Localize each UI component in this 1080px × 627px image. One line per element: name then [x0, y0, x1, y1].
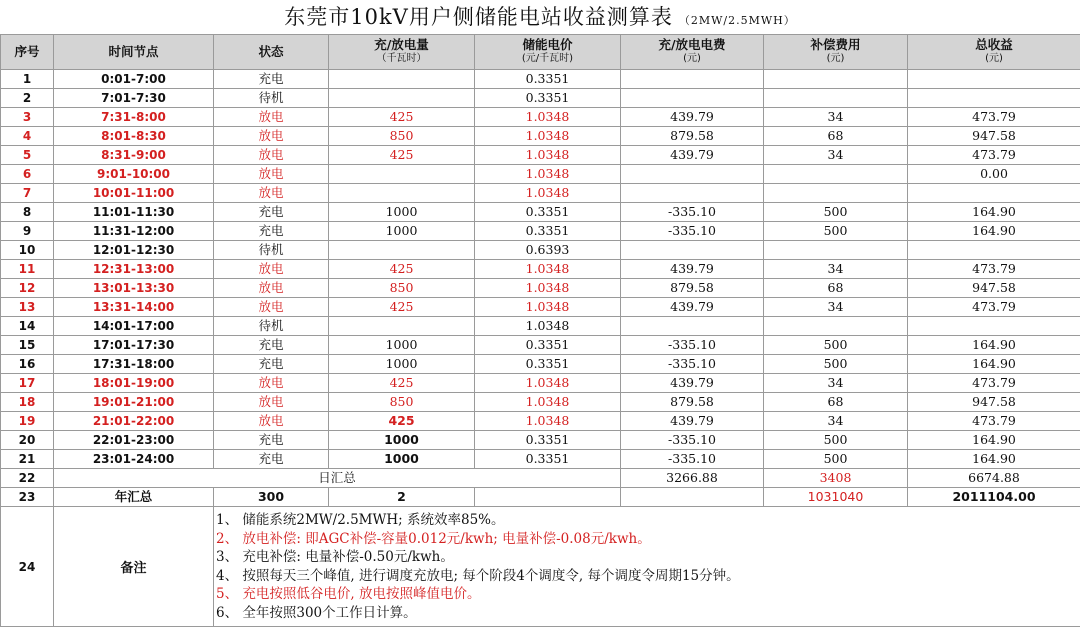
row-price: 1.0348: [475, 127, 621, 146]
row-fee: [621, 89, 764, 108]
row-status: 待机: [214, 241, 329, 260]
row-fee: [621, 241, 764, 260]
row-time: 18:01-19:00: [54, 374, 214, 393]
row-idx: 8: [1, 203, 54, 222]
row-status: 充电: [214, 203, 329, 222]
row-idx: 2: [1, 89, 54, 108]
yearly-empty-1: [475, 488, 621, 507]
row-total: 0.00: [908, 165, 1080, 184]
row-idx: 21: [1, 450, 54, 469]
row-time: 13:31-14:00: [54, 298, 214, 317]
row-fee: -335.10: [621, 203, 764, 222]
yearly-count: 2: [329, 488, 475, 507]
row-fee: [621, 165, 764, 184]
notes-cell: [214, 507, 1080, 627]
table-row: [1, 317, 1080, 336]
row-status: 待机: [214, 317, 329, 336]
row-energy: 425: [329, 298, 475, 317]
row-total: 164.90: [908, 336, 1080, 355]
row-energy: [329, 317, 475, 336]
col-header-price-unit: (元/千瓦时): [475, 52, 620, 66]
row-comp: 500: [764, 336, 908, 355]
note-line: 3、 充电补偿: 电量补偿-0.50元/kwh。: [216, 548, 1080, 567]
row-fee: 439.79: [621, 374, 764, 393]
row-time: 8:01-8:30: [54, 127, 214, 146]
row-energy: 850: [329, 279, 475, 298]
row-total: 947.58: [908, 393, 1080, 412]
row-time: 17:31-18:00: [54, 355, 214, 374]
row-total: [908, 241, 1080, 260]
row-idx: 13: [1, 298, 54, 317]
col-header-energy-label: 充/放电量: [374, 37, 429, 52]
row-idx: 20: [1, 431, 54, 450]
row-energy: [329, 184, 475, 203]
row-time: 10:01-11:00: [54, 184, 214, 203]
row-comp: [764, 165, 908, 184]
table-row: [1, 184, 1080, 203]
table-row: [1, 260, 1080, 279]
row-status: 充电: [214, 355, 329, 374]
table-row: [1, 89, 1080, 108]
col-header-fee-unit: (元): [621, 52, 763, 66]
row-energy: 425: [329, 146, 475, 165]
row-total: 947.58: [908, 127, 1080, 146]
row-comp: 34: [764, 108, 908, 127]
table-row: [1, 355, 1080, 374]
col-header-price: [475, 35, 621, 70]
title-note: （2MW/2.5MWH）: [679, 14, 796, 27]
row-idx: 5: [1, 146, 54, 165]
yearly-empty-2: [621, 488, 764, 507]
row-time: 0:01-7:00: [54, 70, 214, 89]
col-header-time: 时间节点: [54, 35, 214, 70]
row-total: 473.79: [908, 260, 1080, 279]
row-time: 8:31-9:00: [54, 146, 214, 165]
row-fee: 439.79: [621, 298, 764, 317]
row-energy: [329, 241, 475, 260]
row-time: 21:01-22:00: [54, 412, 214, 431]
row-price: 0.3351: [475, 450, 621, 469]
row-price: 1.0348: [475, 279, 621, 298]
daily-idx: 22: [1, 469, 54, 488]
note-line: 4、 按照每天三个峰值, 进行调度充放电; 每个阶段4个调度令, 每个调度令周期15分钟。: [216, 567, 1080, 586]
table-row: [1, 70, 1080, 89]
notes-idx: 24: [1, 507, 54, 627]
row-idx: 19: [1, 412, 54, 431]
row-status: 放电: [214, 374, 329, 393]
row-comp: 500: [764, 431, 908, 450]
row-price: 1.0348: [475, 184, 621, 203]
col-header-price-label: 储能电价: [522, 37, 572, 52]
row-fee: -335.10: [621, 222, 764, 241]
row-total: 473.79: [908, 374, 1080, 393]
row-total: 164.90: [908, 222, 1080, 241]
row-status: 放电: [214, 127, 329, 146]
row-total: 473.79: [908, 412, 1080, 431]
table-row: [1, 431, 1080, 450]
row-comp: 500: [764, 450, 908, 469]
row-total: [908, 70, 1080, 89]
row-idx: 15: [1, 336, 54, 355]
row-idx: 1: [1, 70, 54, 89]
table-row: [1, 374, 1080, 393]
row-energy: 850: [329, 127, 475, 146]
row-fee: [621, 317, 764, 336]
daily-total: 6674.88: [908, 469, 1080, 488]
row-energy: 425: [329, 412, 475, 431]
col-header-comp-unit: (元): [764, 52, 907, 66]
row-energy: [329, 165, 475, 184]
row-price: 1.0348: [475, 108, 621, 127]
row-time: 23:01-24:00: [54, 450, 214, 469]
yearly-days: 300: [214, 488, 329, 507]
row-status: 放电: [214, 260, 329, 279]
row-idx: 18: [1, 393, 54, 412]
revenue-table: [0, 34, 1080, 627]
row-price: 1.0348: [475, 298, 621, 317]
daily-summary-row: [1, 469, 1080, 488]
row-price: 0.3351: [475, 89, 621, 108]
row-comp: [764, 89, 908, 108]
notes-row: [1, 507, 1080, 627]
row-total: 947.58: [908, 279, 1080, 298]
row-status: 待机: [214, 89, 329, 108]
row-energy: [329, 89, 475, 108]
row-total: [908, 317, 1080, 336]
row-price: 0.6393: [475, 241, 621, 260]
row-price: 0.3351: [475, 222, 621, 241]
row-time: 17:01-17:30: [54, 336, 214, 355]
row-fee: [621, 70, 764, 89]
row-total: 164.90: [908, 431, 1080, 450]
col-header-total-label: 总收益: [975, 37, 1013, 52]
row-fee: 439.79: [621, 260, 764, 279]
row-time: 12:31-13:00: [54, 260, 214, 279]
row-idx: 9: [1, 222, 54, 241]
title-text: 东莞市10kV用户侧储能电站收益测算表: [284, 5, 673, 29]
row-energy: 1000: [329, 450, 475, 469]
row-comp: 34: [764, 146, 908, 165]
row-status: 充电: [214, 431, 329, 450]
col-header-energy-unit: （千瓦时）: [329, 52, 474, 66]
row-status: 放电: [214, 108, 329, 127]
row-fee: 879.58: [621, 127, 764, 146]
row-comp: 34: [764, 298, 908, 317]
daily-fee: 3266.88: [621, 469, 764, 488]
row-price: 1.0348: [475, 260, 621, 279]
table-row: [1, 336, 1080, 355]
row-price: 0.3351: [475, 70, 621, 89]
table-header-row: [1, 35, 1080, 70]
table-row: [1, 165, 1080, 184]
col-header-total: [908, 35, 1080, 70]
daily-comp: 3408: [764, 469, 908, 488]
row-energy: 1000: [329, 355, 475, 374]
row-total: 473.79: [908, 108, 1080, 127]
row-fee: -335.10: [621, 336, 764, 355]
table-row: [1, 146, 1080, 165]
row-price: 1.0348: [475, 317, 621, 336]
row-time: 11:31-12:00: [54, 222, 214, 241]
yearly-summary-row: [1, 488, 1080, 507]
row-idx: 17: [1, 374, 54, 393]
row-total: 164.90: [908, 355, 1080, 374]
row-total: 164.90: [908, 450, 1080, 469]
row-fee: [621, 184, 764, 203]
row-time: 12:01-12:30: [54, 241, 214, 260]
yearly-comp: 1031040: [764, 488, 908, 507]
daily-label: 日汇总: [54, 469, 621, 488]
table-row: [1, 298, 1080, 317]
row-status: 充电: [214, 336, 329, 355]
page-title: [0, 0, 1080, 34]
table-row: [1, 393, 1080, 412]
row-comp: 34: [764, 412, 908, 431]
row-energy: 1000: [329, 203, 475, 222]
table-row: [1, 412, 1080, 431]
row-status: 放电: [214, 279, 329, 298]
table-row: [1, 203, 1080, 222]
row-time: 14:01-17:00: [54, 317, 214, 336]
row-energy: 1000: [329, 222, 475, 241]
row-fee: 439.79: [621, 412, 764, 431]
row-price: 1.0348: [475, 412, 621, 431]
row-comp: [764, 317, 908, 336]
row-idx: 6: [1, 165, 54, 184]
row-price: 1.0348: [475, 374, 621, 393]
table-row: [1, 222, 1080, 241]
row-comp: 68: [764, 393, 908, 412]
col-header-status: 状态: [214, 35, 329, 70]
row-status: 充电: [214, 70, 329, 89]
row-status: 放电: [214, 184, 329, 203]
row-fee: -335.10: [621, 450, 764, 469]
row-idx: 14: [1, 317, 54, 336]
row-time: 7:31-8:00: [54, 108, 214, 127]
row-idx: 12: [1, 279, 54, 298]
table-row: [1, 279, 1080, 298]
row-time: 19:01-21:00: [54, 393, 214, 412]
row-total: 473.79: [908, 298, 1080, 317]
row-comp: [764, 70, 908, 89]
row-fee: -335.10: [621, 355, 764, 374]
row-fee: -335.10: [621, 431, 764, 450]
row-comp: 68: [764, 279, 908, 298]
row-total: 473.79: [908, 146, 1080, 165]
row-price: 0.3351: [475, 203, 621, 222]
row-total: [908, 184, 1080, 203]
table-row: [1, 127, 1080, 146]
note-line: 2、 放电补偿: 即AGC补偿-容量0.012元/kwh; 电量补偿-0.08元/kwh。: [216, 530, 1080, 549]
col-header-idx: 序号: [1, 35, 54, 70]
row-fee: 439.79: [621, 146, 764, 165]
row-status: 充电: [214, 450, 329, 469]
note-line: 1、 储能系统2MW/2.5MWH; 系统效率85%。: [216, 511, 1080, 530]
row-idx: 11: [1, 260, 54, 279]
note-line: 5、 充电按照低谷电价, 放电按照峰值电价。: [216, 585, 1080, 604]
row-comp: 500: [764, 222, 908, 241]
row-status: 放电: [214, 165, 329, 184]
row-energy: 1000: [329, 336, 475, 355]
row-idx: 3: [1, 108, 54, 127]
row-idx: 7: [1, 184, 54, 203]
table-row: [1, 108, 1080, 127]
row-total: 164.90: [908, 203, 1080, 222]
row-time: 9:01-10:00: [54, 165, 214, 184]
col-header-comp: [764, 35, 908, 70]
row-idx: 16: [1, 355, 54, 374]
col-header-fee-label: 充/放电电费: [658, 37, 725, 52]
row-comp: 68: [764, 127, 908, 146]
table-body: [1, 70, 1080, 627]
table-row: [1, 450, 1080, 469]
row-idx: 4: [1, 127, 54, 146]
table-row: [1, 241, 1080, 260]
row-time: 13:01-13:30: [54, 279, 214, 298]
col-header-total-unit: (元): [908, 52, 1080, 66]
col-header-comp-label: 补偿费用: [810, 37, 860, 52]
notes-label: 备注: [54, 507, 214, 627]
row-price: 0.3351: [475, 431, 621, 450]
row-status: 放电: [214, 393, 329, 412]
yearly-label: 年汇总: [54, 488, 214, 507]
row-energy: 425: [329, 374, 475, 393]
yearly-total: 2011104.00: [908, 488, 1080, 507]
row-price: 1.0348: [475, 393, 621, 412]
row-status: 放电: [214, 146, 329, 165]
row-time: 11:01-11:30: [54, 203, 214, 222]
row-comp: 500: [764, 203, 908, 222]
row-time: 7:01-7:30: [54, 89, 214, 108]
row-price: 1.0348: [475, 146, 621, 165]
row-fee: 439.79: [621, 108, 764, 127]
row-energy: 1000: [329, 431, 475, 450]
row-idx: 10: [1, 241, 54, 260]
row-price: 0.3351: [475, 355, 621, 374]
row-total: [908, 89, 1080, 108]
row-comp: 500: [764, 355, 908, 374]
row-status: 充电: [214, 222, 329, 241]
note-line: 6、 全年按照300个工作日计算。: [216, 604, 1080, 623]
notes-list: [214, 507, 1080, 626]
col-header-energy: [329, 35, 475, 70]
row-price: 0.3351: [475, 336, 621, 355]
row-energy: 425: [329, 108, 475, 127]
row-fee: 879.58: [621, 393, 764, 412]
row-price: 1.0348: [475, 165, 621, 184]
yearly-idx: 23: [1, 488, 54, 507]
col-header-fee: [621, 35, 764, 70]
row-comp: [764, 241, 908, 260]
row-comp: 34: [764, 374, 908, 393]
row-comp: [764, 184, 908, 203]
row-status: 放电: [214, 412, 329, 431]
row-energy: 850: [329, 393, 475, 412]
row-time: 22:01-23:00: [54, 431, 214, 450]
row-status: 放电: [214, 298, 329, 317]
row-comp: 34: [764, 260, 908, 279]
row-energy: [329, 70, 475, 89]
row-fee: 879.58: [621, 279, 764, 298]
row-energy: 425: [329, 260, 475, 279]
